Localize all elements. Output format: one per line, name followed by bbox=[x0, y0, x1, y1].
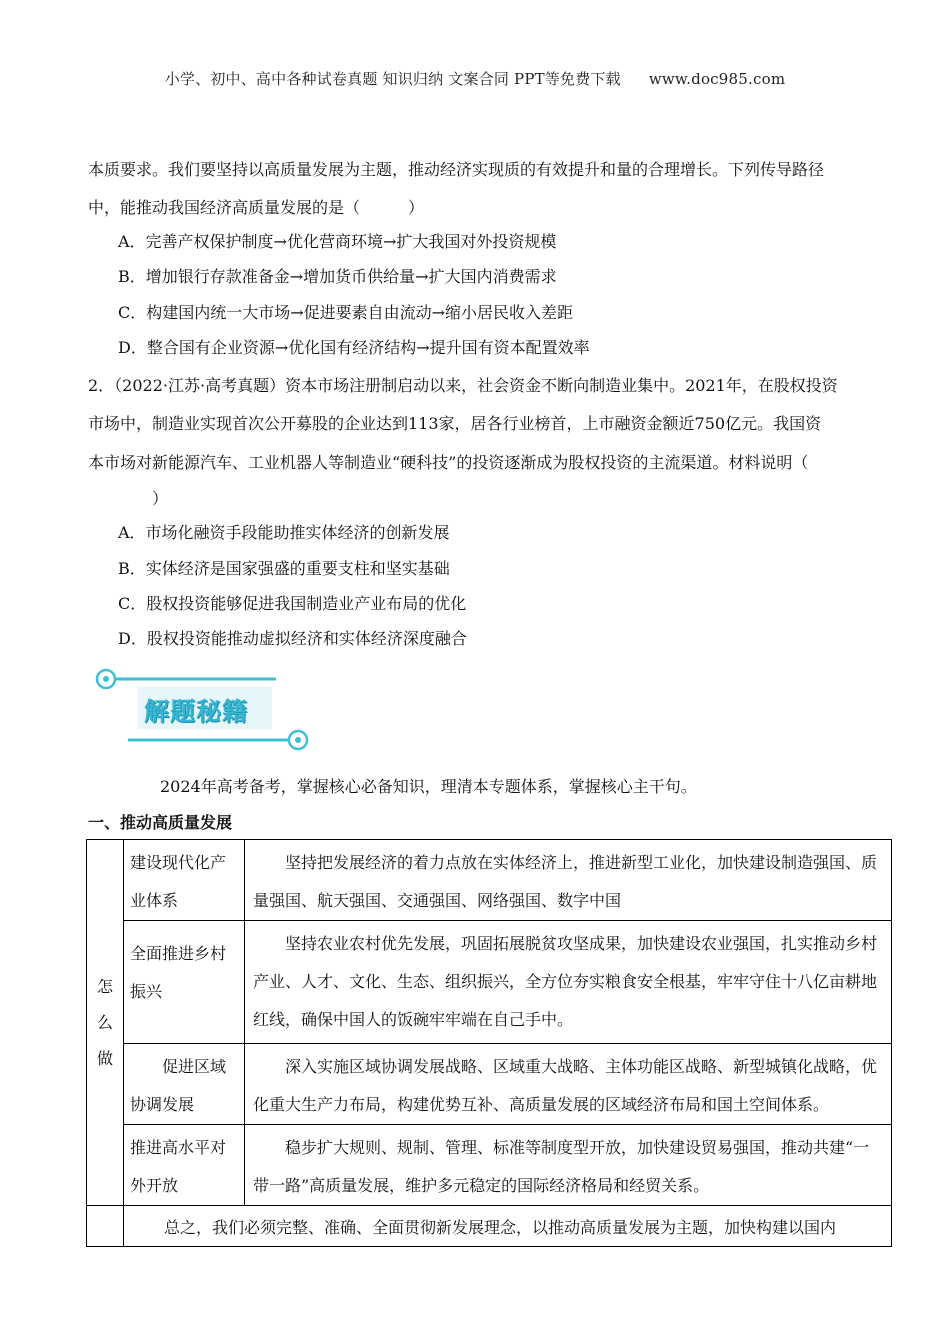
q2-line-4: ） bbox=[104, 489, 169, 508]
q1-option-d: D．整合国有企业资源→优化国有经济结构→提升国有资本配置效率 bbox=[118, 338, 590, 357]
q1-option-c: C．构建国内统一大市场→促进要素自由流动→缩小居民收入差距 bbox=[118, 303, 574, 322]
row-content: 稳步扩大规则、规制、管理、标准等制度型开放，加快建设贸易强国，推动共建“一带一路”高质量发展，维护多元稳定的国际经济格局和经贸关系。 bbox=[245, 1125, 892, 1206]
row-heading: 建设现代化产业体系 bbox=[124, 840, 245, 921]
q1-line-1: 本质要求。我们要坚持以高质量发展为主题，推动经济实现质的有效提升和量的合理增长。下列传导路径 bbox=[88, 160, 825, 179]
q2-option-c: C．股权投资能够促进我国制造业产业布局的优化 bbox=[118, 594, 467, 613]
q2-line-3: 本市场对新能源汽车、工业机器人等制造业“硬科技”的投资逐渐成为股权投资的主流渠道。材料说明（ bbox=[88, 453, 809, 472]
row-heading: 全面推进乡村振兴 bbox=[124, 921, 245, 1044]
row-content: 深入实施区域协调发展战略、区域重大战略、主体功能区战略、新型城镇化战略，优化重大生产力布局，构建优势互补、高质量发展的区域经济布局和国土空间体系。 bbox=[245, 1044, 892, 1125]
section-title: 一、推动高质量发展 bbox=[88, 813, 233, 832]
side-char: 做 bbox=[96, 1048, 113, 1068]
summary-text: 总之，我们必须完整、准确、全面贯彻新发展理念，以推动高质量发展为主题，加快构建以国内 bbox=[124, 1206, 892, 1247]
tips-banner-title: 解题秘籍 bbox=[144, 697, 249, 726]
q2-line-1: 2．（2022·江苏·高考真题）资本市场注册制启动以来，社会资金不断向制造业集中。2021年，在股权投资 bbox=[88, 376, 838, 395]
q2-option-a: A．市场化融资手段能助推实体经济的创新发展 bbox=[118, 523, 450, 542]
summary-table bbox=[86, 839, 892, 1247]
tips-banner bbox=[92, 666, 318, 754]
row-heading: 推进高水平对外开放 bbox=[124, 1125, 245, 1206]
table-row bbox=[87, 1044, 892, 1125]
side-label bbox=[87, 840, 124, 1206]
q2-line-2: 市场中，制造业实现首次公开募股的企业达到113家，居各行业榜首，上市融资金额近750亿元。我国资 bbox=[88, 414, 822, 433]
page-header bbox=[0, 68, 950, 89]
row-heading: 促进区域协调发展 bbox=[124, 1044, 245, 1125]
header-text: 小学、初中、高中各种试卷真题 知识归纳 文案合同 PPT等免费下载 bbox=[164, 70, 621, 88]
q1-option-a: A．完善产权保护制度→优化营商环境→扩大我国对外投资规模 bbox=[118, 232, 557, 251]
table-row bbox=[87, 1125, 892, 1206]
header-site[interactable]: www.doc985.com bbox=[648, 70, 786, 88]
table-row bbox=[87, 1206, 892, 1247]
side-char: 么 bbox=[96, 1012, 113, 1032]
table-row bbox=[87, 921, 892, 1044]
q2-option-d: D．股权投资能推动虚拟经济和实体经济深度融合 bbox=[118, 629, 467, 648]
side-char: 怎 bbox=[96, 976, 113, 996]
row-content: 坚持把发展经济的着力点放在实体经济上，推进新型工业化，加快建设制造强国、质量强国、航天强国、交通强国、网络强国、数字中国 bbox=[245, 840, 892, 921]
table-row bbox=[87, 840, 892, 921]
q1-option-b: B．增加银行存款准备金→增加货币供给量→扩大国内消费需求 bbox=[118, 267, 557, 286]
side-spacer bbox=[87, 1206, 124, 1247]
intro-text: 2024年高考备考，掌握核心必备知识，理清本专题体系，掌握核心主干句。 bbox=[160, 777, 697, 796]
q1-line-2: 中，能推动我国经济高质量发展的是（ ） bbox=[88, 198, 425, 217]
row-content: 坚持农业农村优先发展，巩固拓展脱贫攻坚成果，加快建设农业强国，扎实推动乡村产业、人才、文化、生态、组织振兴，全方位夯实粮食安全根基，牢牢守住十八亿亩耕地红线，确保中国人的饭碗牢牢端在自己手中。 bbox=[245, 921, 892, 1044]
q2-option-b: B．实体经济是国家强盛的重要支柱和坚实基础 bbox=[118, 559, 450, 578]
